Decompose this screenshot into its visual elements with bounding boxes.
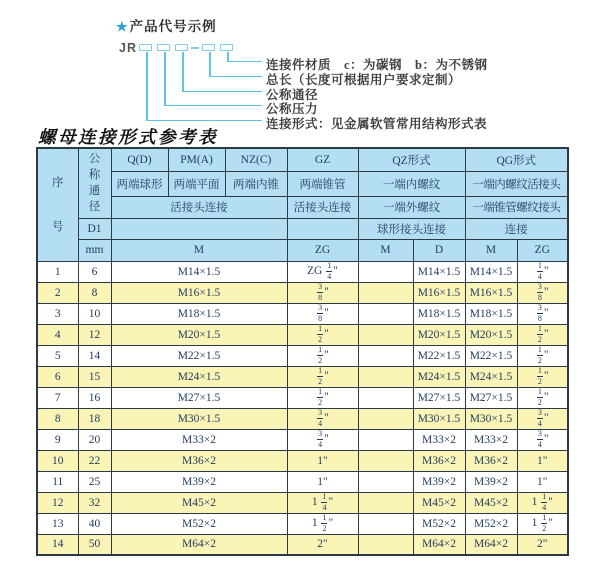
cell-m: M39×2: [111, 471, 287, 492]
cell-no: 10: [37, 450, 78, 471]
header-col-pm: PM(A): [168, 148, 225, 171]
header-gz-desc: 两端锥管: [287, 171, 358, 196]
cell-qz-m: [358, 282, 413, 303]
code-dash: [191, 47, 199, 49]
cell-qg-m: M14×1.5: [465, 261, 517, 282]
cell-m: M64×2: [111, 534, 287, 555]
cell-gz-zg: 1": [287, 450, 358, 471]
connector-line: [209, 52, 211, 77]
cell-qg-zg: $\frac{1}{2}$ ": [517, 324, 568, 345]
table-title: 螺母连接形式参考表: [38, 127, 218, 147]
header-q-desc: 两端球形: [111, 171, 168, 196]
cell-qg-m: M45×2: [465, 492, 517, 513]
header-mm: mm: [78, 239, 111, 261]
cell-qg-zg: 1 $\frac{1}{2}$ ": [517, 513, 568, 534]
cell-gz-zg: $\frac{1}{2}$ ": [287, 345, 358, 366]
header-empty: [111, 218, 287, 239]
cell-gz-zg: ZG $\frac{1}{4}$ ": [287, 261, 358, 282]
table-row: [37, 324, 568, 345]
cell-qg-zg: $\frac{1}{2}$ ": [517, 366, 568, 387]
cell-qz-m: [358, 513, 413, 534]
cell-qz-m: [358, 324, 413, 345]
code-box: [220, 44, 233, 51]
header-seq: 序号: [37, 148, 78, 261]
cell-gz-zg: $\frac{3}{8}$ ": [287, 303, 358, 324]
cell-qz-m: [358, 261, 413, 282]
header-gz-conn: 活接头连接: [287, 196, 358, 218]
cell-no: 8: [37, 408, 78, 429]
cell-qz-d: M33×2: [413, 429, 465, 450]
cell-qg-m: M24×1.5: [465, 366, 517, 387]
cell-no: 14: [37, 534, 78, 555]
connector-line: [227, 61, 262, 63]
header-union-conn: 活接头连接: [111, 196, 287, 218]
cell-gz-zg: $\frac{3}{4}$ ": [287, 429, 358, 450]
cell-qg-m: M39×2: [465, 471, 517, 492]
cell-qz-d: M22×1.5: [413, 345, 465, 366]
cell-qg-zg: 2": [517, 534, 568, 555]
cell-qg-m: M30×1.5: [465, 408, 517, 429]
cell-dn: 50: [78, 534, 111, 555]
cell-gz-zg: $\frac{1}{2}$ ": [287, 366, 358, 387]
cell-qz-m: [358, 534, 413, 555]
cell-no: 7: [37, 387, 78, 408]
cell-dn: 6: [78, 261, 111, 282]
cell-no: 3: [37, 303, 78, 324]
diagram-title-text: 产品代号示例: [129, 19, 217, 34]
connector-line: [209, 76, 262, 78]
table-row: [37, 492, 568, 513]
diagram-title: [116, 15, 217, 35]
cell-qg-zg: $\frac{3}{4}$ ": [517, 429, 568, 450]
connector-line: [146, 52, 148, 121]
header-qg-m: M: [465, 239, 517, 261]
cell-qg-zg: 1 $\frac{1}{4}$ ": [517, 492, 568, 513]
cell-gz-zg: $\frac{1}{2}$ ": [287, 324, 358, 345]
connector-line: [164, 52, 166, 106]
cell-qg-zg: $\frac{1}{2}$ ": [517, 387, 568, 408]
cell-qg-m: M27×1.5: [465, 387, 517, 408]
connector-line: [182, 91, 262, 93]
cell-m: M30×1.5: [111, 408, 287, 429]
cell-qg-zg: $\frac{1}{2}$ ": [517, 345, 568, 366]
table-row: [37, 513, 568, 534]
header-d1: D1: [78, 218, 111, 239]
cell-qg-m: M22×1.5: [465, 345, 517, 366]
cell-qg-zg: $\frac{3}{8}$ ": [517, 282, 568, 303]
cell-qz-d: M36×2: [413, 450, 465, 471]
cell-qz-m: [358, 492, 413, 513]
header-row: [37, 171, 568, 196]
cell-dn: 32: [78, 492, 111, 513]
cell-m: M18×1.5: [111, 303, 287, 324]
cell-m: M27×1.5: [111, 387, 287, 408]
cell-qz-d: M45×2: [413, 492, 465, 513]
cell-qz-d: M16×1.5: [413, 282, 465, 303]
code-label-material: 连接件材质 c：为碳钢 b：为不锈钢: [266, 58, 488, 72]
cell-no: 11: [37, 471, 78, 492]
cell-dn: 8: [78, 282, 111, 303]
header-empty: [287, 218, 358, 239]
cell-m: M20×1.5: [111, 324, 287, 345]
cell-qz-d: M52×2: [413, 513, 465, 534]
cell-qz-d: M14×1.5: [413, 261, 465, 282]
cell-qg-m: M20×1.5: [465, 324, 517, 345]
cell-no: 6: [37, 366, 78, 387]
table-row: [37, 450, 568, 471]
cell-m: M22×1.5: [111, 345, 287, 366]
code-label-pressure: 公称压力: [266, 102, 319, 116]
cell-no: 5: [37, 345, 78, 366]
table-row: [37, 429, 568, 450]
cell-dn: 25: [78, 471, 111, 492]
header-row: [37, 239, 568, 261]
header-col-qz: QZ形式: [358, 148, 465, 171]
cell-dn: 22: [78, 450, 111, 471]
nut-connection-table: [36, 147, 569, 556]
cell-qg-zg: 1": [517, 471, 568, 492]
cell-qz-d: M30×1.5: [413, 408, 465, 429]
cell-qg-m: M36×2: [465, 450, 517, 471]
cell-gz-zg: $\frac{3}{4}$ ": [287, 408, 358, 429]
cell-gz-zg: 2": [287, 534, 358, 555]
cell-dn: 18: [78, 408, 111, 429]
code-label-length: 总长（长度可根据用户要求定制）: [266, 73, 462, 87]
header-row: [37, 148, 568, 171]
cell-m: M45×2: [111, 492, 287, 513]
connector-line: [146, 120, 262, 122]
header-qg-conn: 连接: [465, 218, 568, 239]
cell-m: M24×1.5: [111, 366, 287, 387]
cell-qz-m: [358, 408, 413, 429]
cell-m: M16×1.5: [111, 282, 287, 303]
cell-dn: 14: [78, 345, 111, 366]
cell-qg-m: M16×1.5: [465, 282, 517, 303]
cell-qz-d: M18×1.5: [413, 303, 465, 324]
header-qz-desc1: 一端内螺纹: [358, 171, 465, 196]
table-row: [37, 366, 568, 387]
cell-gz-zg: 1 $\frac{1}{4}$ ": [287, 492, 358, 513]
cell-qz-m: [358, 345, 413, 366]
cell-m: M14×1.5: [111, 261, 287, 282]
header-qz-conn: 球形接头连接: [358, 218, 465, 239]
cell-dn: 16: [78, 387, 111, 408]
header-qg-zg: ZG: [517, 239, 568, 261]
cell-qg-m: M52×2: [465, 513, 517, 534]
cell-qg-zg: $\frac{1}{4}$ ": [517, 261, 568, 282]
cell-no: 9: [37, 429, 78, 450]
code-prefix: JR: [119, 41, 137, 55]
header-row: [37, 196, 568, 218]
cell-qg-m: M18×1.5: [465, 303, 517, 324]
code-label-connection: 连接形式：见金属软管常用结构形式表: [266, 117, 488, 131]
header-qg-desc2: 一端锥管螺纹接头: [465, 196, 568, 218]
cell-gz-zg: $\frac{1}{2}$ ": [287, 387, 358, 408]
cell-dn: 20: [78, 429, 111, 450]
cell-gz-zg: 1 $\frac{1}{2}$ ": [287, 513, 358, 534]
cell-qz-m: [358, 429, 413, 450]
table-row: [37, 387, 568, 408]
cell-dn: 10: [78, 303, 111, 324]
cell-qg-zg: 1": [517, 450, 568, 471]
cell-no: 2: [37, 282, 78, 303]
cell-m: M36×2: [111, 450, 287, 471]
header-col-gz: GZ: [287, 148, 358, 171]
cell-no: 13: [37, 513, 78, 534]
connector-line: [182, 52, 184, 92]
cell-qg-zg: $\frac{3}{4}$ ": [517, 408, 568, 429]
cell-qz-m: [358, 387, 413, 408]
star-icon: ★: [116, 19, 129, 34]
cell-qz-m: [358, 303, 413, 324]
table-row: [37, 534, 568, 555]
code-label-diameter: 公称通径: [266, 88, 319, 102]
table-row: [37, 408, 568, 429]
cell-m: M33×2: [111, 429, 287, 450]
header-row: [37, 218, 568, 239]
cell-qz-d: M24×1.5: [413, 366, 465, 387]
cell-dn: 40: [78, 513, 111, 534]
header-col-q: Q(D): [111, 148, 168, 171]
cell-qg-zg: $\frac{3}{8}$ ": [517, 303, 568, 324]
header-nz-desc: 两端内锥: [225, 171, 287, 196]
cell-qz-d: M64×2: [413, 534, 465, 555]
table-row: [37, 282, 568, 303]
code-box: [139, 44, 152, 51]
header-m: M: [111, 239, 287, 261]
cell-qg-m: M33×2: [465, 429, 517, 450]
header-qg-desc1: 一端内螺纹活接头: [465, 171, 568, 196]
code-box: [157, 44, 170, 51]
table-row: [37, 261, 568, 282]
cell-dn: 15: [78, 366, 111, 387]
cell-qz-d: M27×1.5: [413, 387, 465, 408]
header-zg: ZG: [287, 239, 358, 261]
table-row: [37, 303, 568, 324]
cell-dn: 12: [78, 324, 111, 345]
header-qz-desc2: 一端外螺纹: [358, 196, 465, 218]
code-box: [202, 44, 215, 51]
cell-qz-m: [358, 450, 413, 471]
code-box: [175, 44, 188, 51]
cell-no: 12: [37, 492, 78, 513]
cell-qz-m: [358, 366, 413, 387]
header-dn: 公称通径: [78, 148, 111, 218]
cell-gz-zg: 1": [287, 471, 358, 492]
header-qz-d: D: [413, 239, 465, 261]
cell-qz-d: M39×2: [413, 471, 465, 492]
cell-qz-m: [358, 471, 413, 492]
header-col-nz: NZ(C): [225, 148, 287, 171]
cell-gz-zg: $\frac{3}{8}$ ": [287, 282, 358, 303]
cell-no: 1: [37, 261, 78, 282]
cell-m: M52×2: [111, 513, 287, 534]
connector-line: [164, 105, 262, 107]
cell-qg-m: M64×2: [465, 534, 517, 555]
table-row: [37, 471, 568, 492]
table-row: [37, 345, 568, 366]
cell-no: 4: [37, 324, 78, 345]
header-col-qg: QG形式: [465, 148, 568, 171]
header-pm-desc: 两端平面: [168, 171, 225, 196]
cell-qz-d: M20×1.5: [413, 324, 465, 345]
header-qz-m: M: [358, 239, 413, 261]
